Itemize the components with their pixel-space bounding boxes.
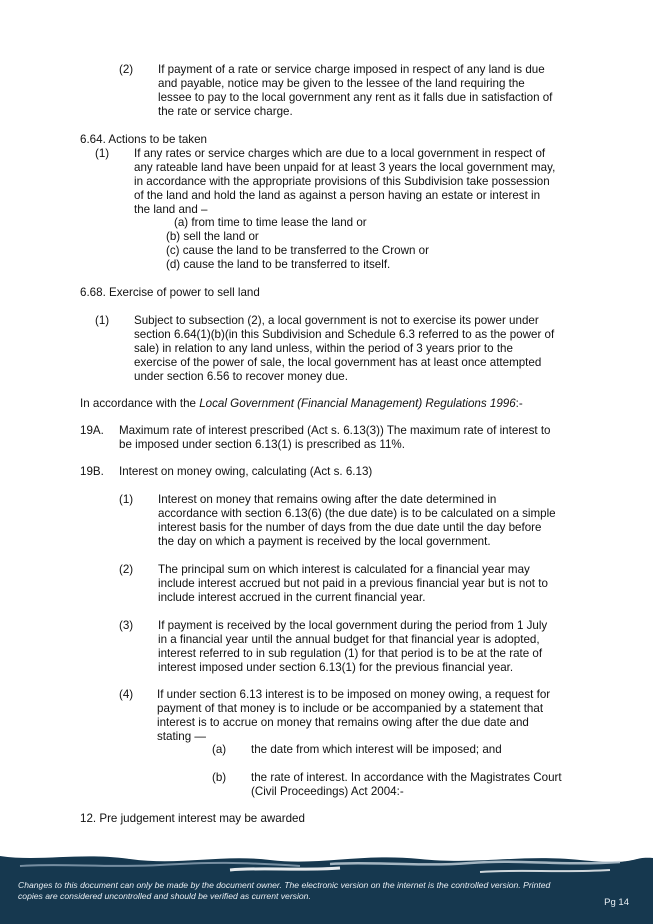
text-line: Maximum rate of interest prescribed (Act s. 6.13(3)) The maximum rate of interest to [119,424,551,437]
text-line: in accordance with the appropriate provisions of this Subdivision take possession [134,175,550,188]
clause-number: (1) [95,314,110,327]
sub-item-b: (b) sell the land or [166,230,259,243]
sub-item-d: (d) cause the land to be transferred to itself. [166,258,391,271]
text-line: (Civil Proceedings) Act 2004:- [251,785,404,798]
regulation-number: 19B. [80,465,104,478]
clause-number: (2) [119,563,134,576]
sub-item-text: the date from which interest will be imposed; and [251,743,502,756]
text-line: The principal sum on which interest is calculated for a financial year may [158,563,530,576]
sub-item-number: (a) [212,743,227,756]
text-line: If under section 6.13 interest is to be imposed on money owing, a request for [157,688,551,701]
clause-text [158,563,598,605]
text-line: stating — [157,730,206,743]
disclaimer-line: copies are considered uncontrolled and should be verified as current version. [18,891,311,901]
text-line: interest is to accrue on money that remains owing after the due date and [157,716,529,729]
clause-text [158,493,598,549]
intro-text: In accordance with the [80,397,200,410]
text-line: the rate or service charge. [158,105,293,118]
text-line: under section 6.56 to recover money due. [134,370,348,383]
text-line: the day on which a payment is received by the local government. [158,535,491,548]
text-line: exercise of the power of sale, the local government has at least once attempted [134,356,542,369]
text-line: lessee to pay to the local government any rent as it falls due in satisfaction of [158,91,553,104]
text-line: section 6.64(1)(b)(in this Subdivision and Schedule 6.3 referred to as the power of [134,328,555,341]
text-line: include interest accrued in the current financial year. [158,591,426,604]
clause-text [158,63,588,119]
page-number: Pg 14 [604,897,629,908]
text-line: Interest on money that remains owing after the date determined in [158,493,497,506]
regulation-heading: Interest on money owing, calculating (Act s. 6.13) [119,465,373,478]
text-line: accordance with section 6.13(6) (the due date) is to be calculated on a simple [158,507,556,520]
clause-number: (2) [119,63,134,76]
regulation-number: 19A. [80,424,104,437]
section-heading-6-68: 6.68. Exercise of power to sell land [80,286,260,299]
text-line: be imposed under section 6.13(1) is prescribed as 11%. [119,438,405,451]
text-line: the rate of interest. In accordance with the Magistrates Court [251,771,562,784]
intro-suffix: :- [515,397,523,410]
footer-disclaimer [18,880,578,902]
text-line: interest referred to in sub regulation (1) for that period is to be at the rate of [158,647,543,660]
sub-item-a: (a) from time to time lease the land or [174,216,367,229]
text-line: If payment is received by the local government during the period from 1 July [158,619,548,632]
sub-item-number: (b) [212,771,227,784]
text-line: Subject to subsection (2), a local government is not to exercise its power under [134,314,539,327]
clause-text [158,619,598,675]
regulations-intro [80,397,523,411]
text-line: interest imposed under section 6.13(1) for the previous financial year. [158,661,514,674]
disclaimer-line: Changes to this document can only be made by the document owner. The electronic version on the internet is the controlled version. Printed [18,880,551,890]
section-heading-6-64: 6.64. Actions to be taken [80,133,207,146]
text-line: in a financial year until the annual budget for that financial year is adopted, [158,633,540,646]
text-line: of the land and hold the land as against a person having an estate or interest in [134,189,541,202]
sub-item-c: (c) cause the land to be transferred to the Crown or [166,244,429,257]
clause-number: (1) [95,147,110,160]
wave-decoration-icon [0,850,653,880]
text-line: any rateable land have been unpaid for at least 3 years the local government may, [134,161,556,174]
page-footer [0,850,653,924]
regulation-title: Local Government (Financial Management) Regulations 1996 [199,397,516,410]
clause-number: (3) [119,619,134,632]
text-line: payment of that money is to include or be accompanied by a statement that [157,702,544,715]
sub-item-text [251,771,601,799]
text-line: interest basis for the number of days from the due date until the day before [158,521,542,534]
clause-number: (4) [119,688,134,701]
clause-text [134,147,594,217]
clause-text [134,314,604,384]
text-line: If any rates or service charges which are due to a local government in respect of [134,147,546,160]
section-heading-12: 12. Pre judgement interest may be awarded [80,812,305,825]
text-line: and payable, notice may be given to the lessee of the land requiring the [158,77,525,90]
regulation-text [119,424,599,452]
clause-text [157,688,597,744]
clause-number: (1) [119,493,134,506]
text-line: include interest accrued but not paid in a previous financial year but is not to [158,577,548,590]
text-line: sale) in relation to any land unless, within the period of 3 years prior to the [134,342,513,355]
text-line: If payment of a rate or service charge imposed in respect of any land is due [158,63,545,76]
text-line: the land and – [134,203,208,216]
